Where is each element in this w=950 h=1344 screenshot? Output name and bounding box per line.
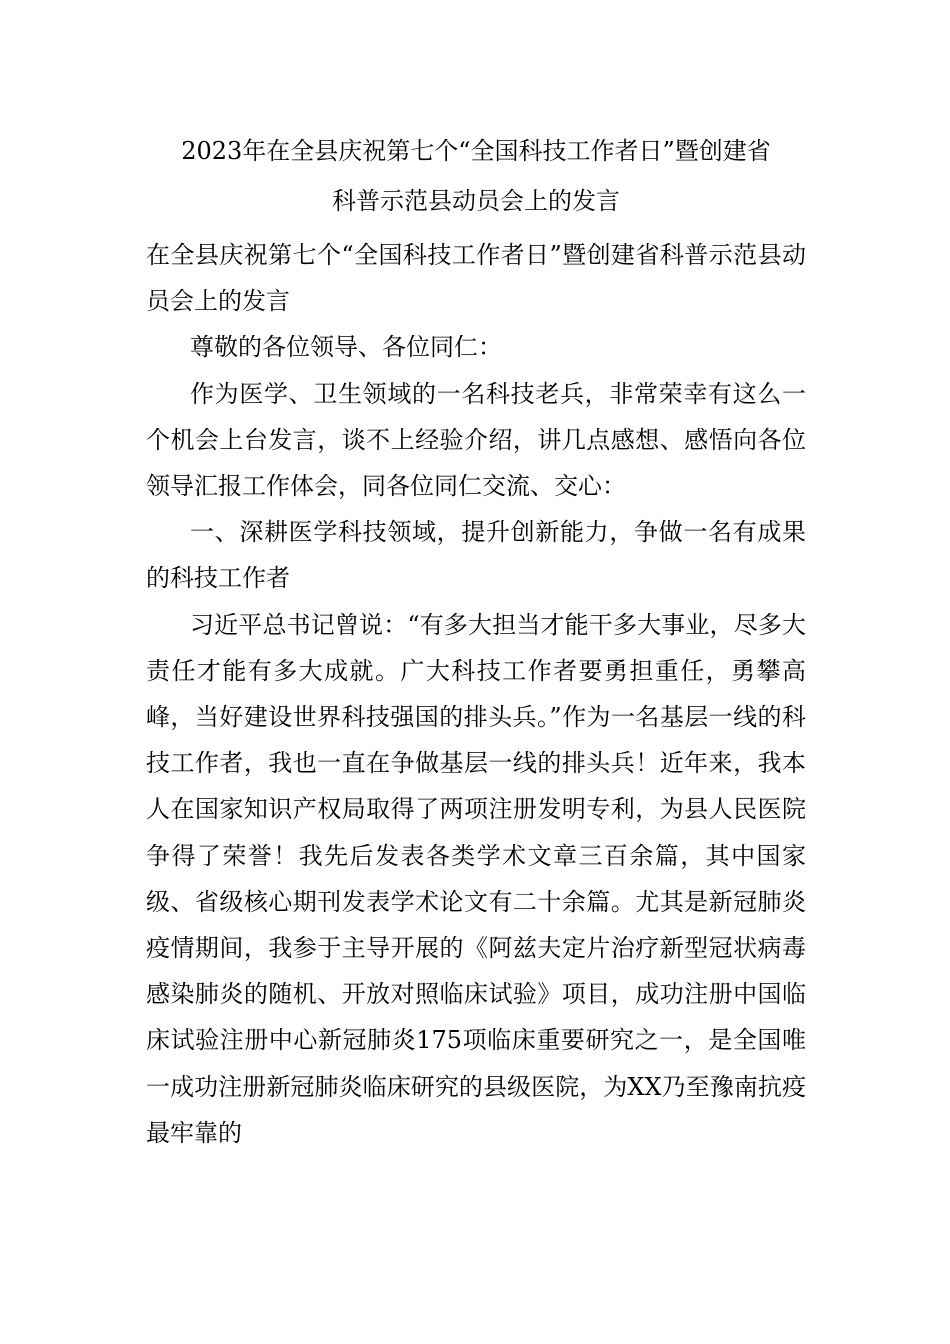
intro-paragraph: 作为医学、卫生领域的一名科技老兵，非常荣幸有这么一个机会上台发言，谈不上经验介绍，讲几点感想、感悟向各位领导汇报工作体会，同各位同仁交流、交心： <box>146 379 806 501</box>
document-body <box>146 232 806 1156</box>
subtitle-paragraph: 在全县庆祝第七个“全国科技工作者日”暨创建省科普示范县动员会上的发言 <box>146 241 806 316</box>
body-paragraph: 习近平总书记曾说：“有多大担当才能干多大事业，尽多大责任才能有多大成就。广大科技工作者要勇担重任，勇攀高峰，当好建设世界科技强国的排头兵。”作为一名基层一线的科技工作者，我也一直在争做基层一线的排头兵！近年来，我本人在国家知识产权局取得了两项注册发明专利，为县人民医院争得了荣誉！我先后发表各类学术文章三百余篇，其中国家级、省级核心期刊发表学术论文有二十余篇。尤其是新冠肺炎疫情期间，我参于主导开展的《阿兹夫定片治疗新型冠状病毒感染肺炎的随机、开放对照临床试验》项目，成功注册中国临床试验注册中心新冠肺炎175项临床重要研究之一，是全国唯一成功注册新冠肺炎临床研究的县级医院，为XX乃至豫南抗疫最牢靠的 <box>146 610 806 1147</box>
salutation-paragraph: 尊敬的各位领导、各位同仁： <box>190 333 502 362</box>
document-title-line-1: 2023年在全县庆祝第七个“全国科技工作者日”暨创建省 <box>181 137 771 165</box>
document-title-line-2: 科普示范县动员会上的发言 <box>332 187 620 215</box>
section-heading-1: 一、深耕医学科技领域，提升创新能力，争做一名有成果的科技工作者 <box>146 518 806 593</box>
